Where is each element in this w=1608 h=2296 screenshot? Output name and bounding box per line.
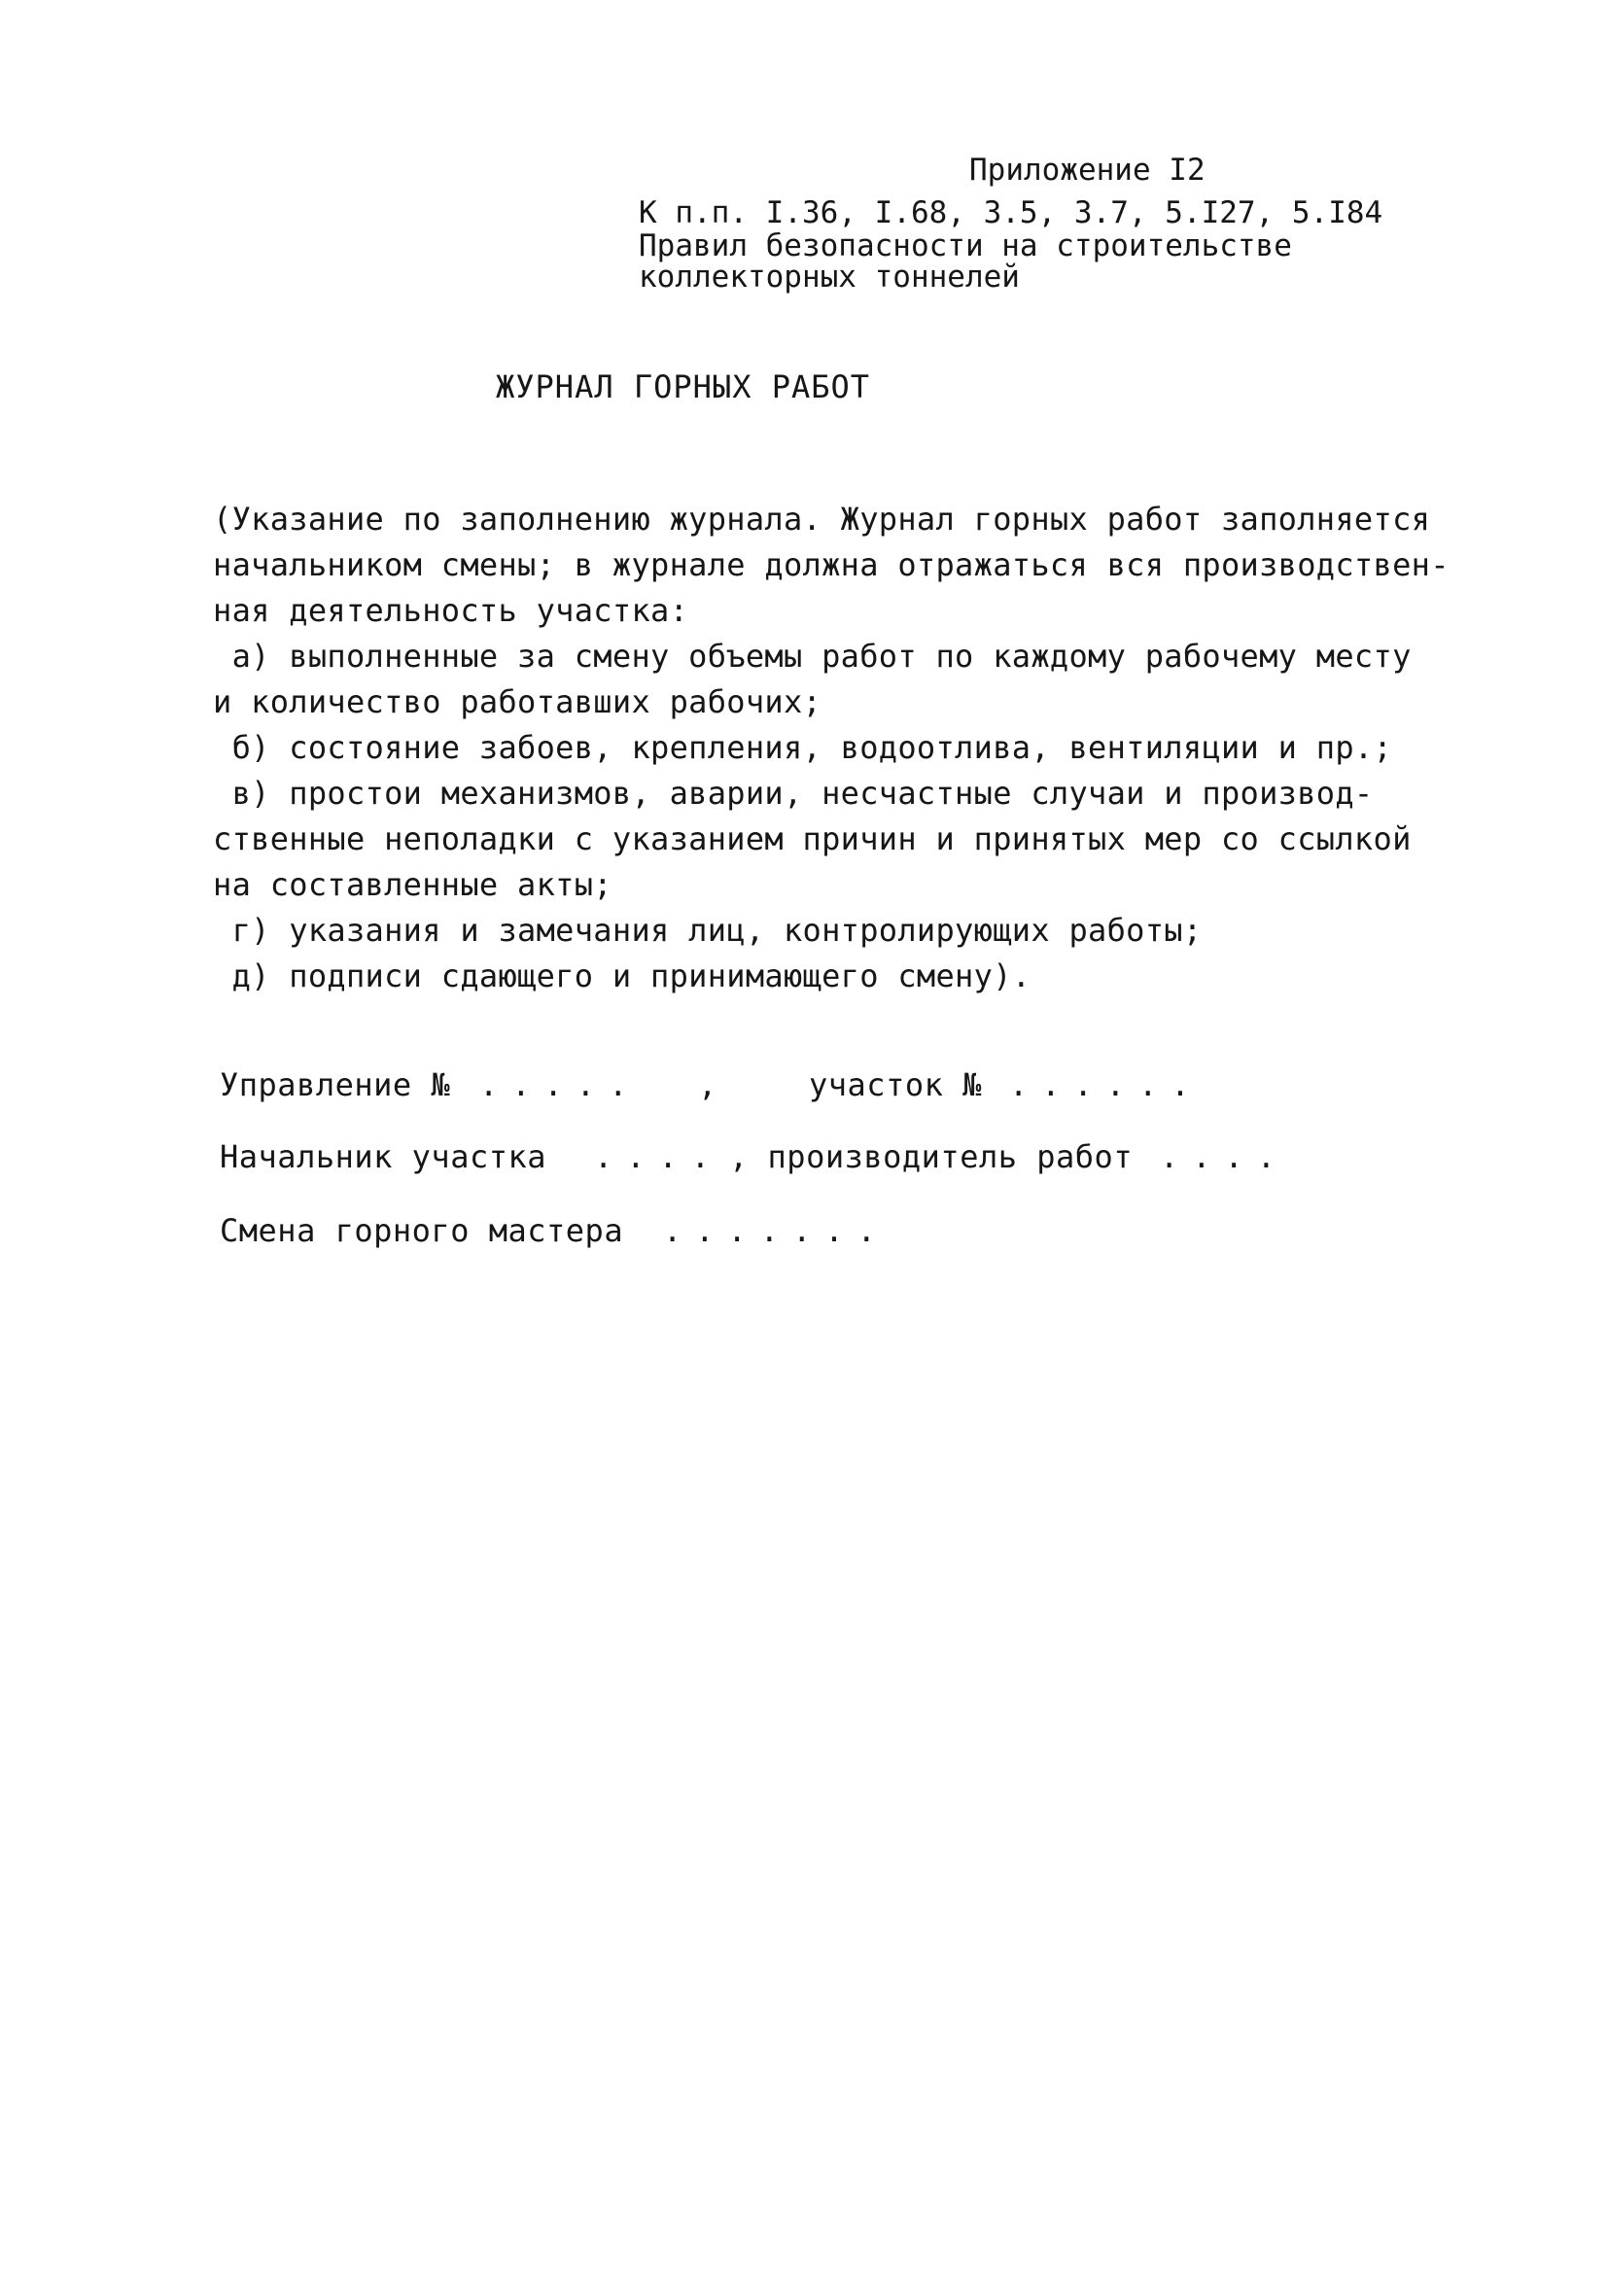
- document-title: ЖУРНАЛ ГОРНЫХ РАБОТ: [496, 368, 871, 405]
- instructions-line: (Указание по заполнению журнала. Журнал горных работ заполняется: [213, 501, 1431, 538]
- appendix-number: Приложение I2: [969, 153, 1206, 188]
- works-manager-blank: ....: [1160, 1138, 1290, 1175]
- rules-title-line2: коллекторных тоннелей: [639, 260, 1020, 295]
- section-label: участок №: [809, 1066, 982, 1103]
- foreman-shift-label: Смена горного мастера: [220, 1212, 624, 1249]
- section-blank: ......: [1009, 1066, 1204, 1103]
- directorate-blank: .....: [479, 1066, 642, 1103]
- rules-title-line1: Правил безопасности на строительстве: [639, 228, 1292, 263]
- instructions-item-v-cont: ственные неполадки с указанием причин и принятых мер со ссылкой: [213, 820, 1412, 857]
- section-chief-label: Начальник участка: [220, 1138, 547, 1175]
- instructions-item-g: г) указания и замечания лиц, контролирующих работы;: [213, 912, 1203, 949]
- foreman-shift-blank: .......: [663, 1212, 890, 1249]
- reference-clauses: К п.п. I.36, I.68, 3.5, 3.7, 5.I27, 5.I84: [639, 195, 1383, 230]
- instructions-item-v-cont: на составленные акты;: [213, 866, 612, 903]
- instructions-line: начальником смены; в журнале должна отражаться вся производствен-: [213, 546, 1450, 583]
- instructions-item-v: в) простои механизмов, аварии, несчастные случаи и производ-: [213, 775, 1374, 812]
- section-chief-blank: ....: [594, 1138, 724, 1175]
- instructions-line: ная деятельность участка:: [213, 592, 689, 629]
- directorate-label: Управление №: [220, 1066, 451, 1103]
- instructions-item-a-cont: и количество работавших рабочих;: [213, 683, 822, 720]
- instructions-item-b: б) состояние забоев, крепления, водоотлива, вентиляции и пр.;: [213, 729, 1393, 766]
- works-manager-label: , производитель работ: [729, 1138, 1134, 1175]
- directorate-comma: ,: [698, 1066, 717, 1103]
- instructions-item-a: а) выполненные за смену объемы работ по каждому рабочему месту: [213, 638, 1412, 675]
- instructions-item-d: д) подписи сдающего и принимающего смену).: [213, 957, 1031, 994]
